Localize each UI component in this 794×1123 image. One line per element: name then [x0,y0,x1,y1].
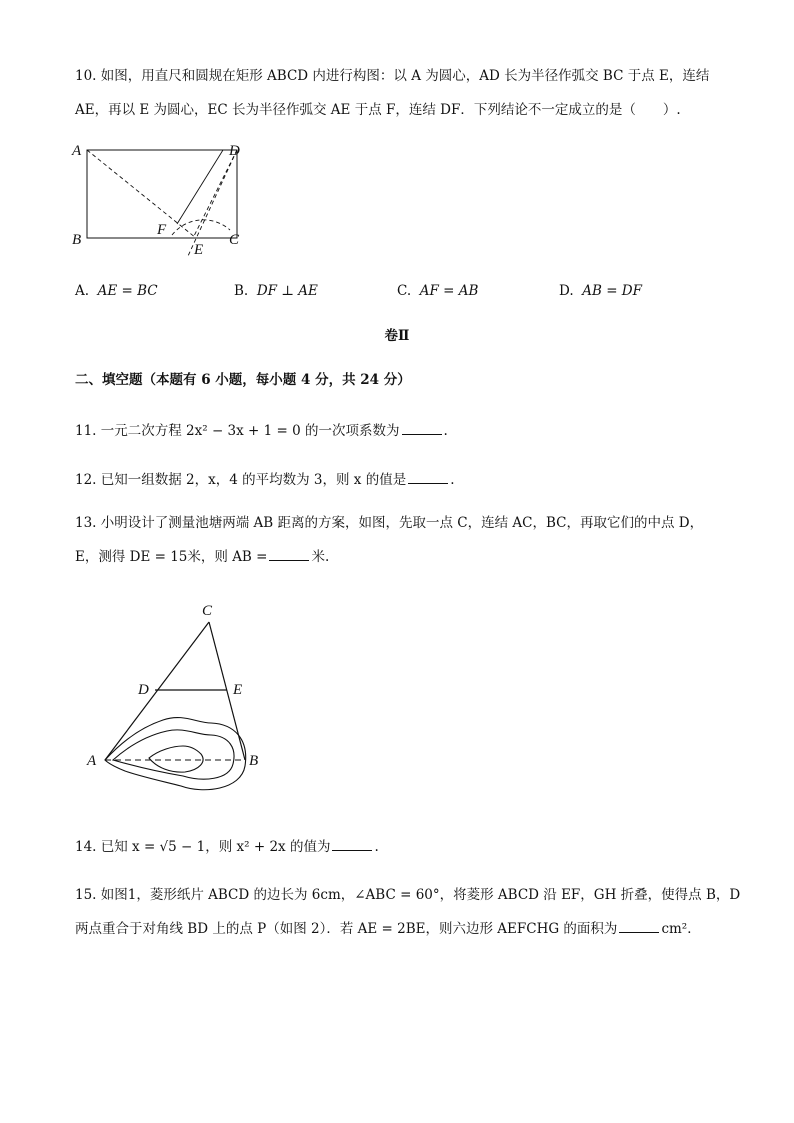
q13-text-line2: E，测得 DE = 15米，则 AB = 米. [75,546,329,567]
q10-label-d: D [229,143,240,159]
q10-option-d[interactable]: D. AB = DF [559,283,642,299]
q10-text-line1: 10. 如图，用直尺和圆规在矩形 ABCD 内进行构图：以 A 为圆心，AD 长为半径作弧交 BC 于点 E，连结 [75,68,710,84]
q10-label-f: F [157,222,167,238]
q10-label-a: A [72,143,82,159]
q10-option-c[interactable]: C. AF = AB [397,283,479,299]
q13-text-line1: 13. 小明设计了测量池塘两端 AB 距离的方案，如图，先取一点 C，连结 AC，BC，再取它们的中点 D， [75,515,704,531]
q13-pond-inner [149,746,203,772]
q12-text: 12. 已知一组数据 2，x，4 的平均数为 3，则 x 的值是 . [75,469,455,490]
q10-label-c: C [229,232,240,248]
q10-figure [70,138,260,258]
section-heading: 二、填空题（本题有 6 小题，每小题 4 分，共 24 分） [75,372,411,388]
q11-text: 11. 一元二次方程 2x² − 3x + 1 = 0 的一次项系数为 . [75,420,448,441]
q10-label-b: B [72,232,82,248]
section-title: 卷Ⅱ [384,328,410,344]
q13-label-c: C [202,603,213,619]
q13-label-b: B [249,753,259,769]
q13-pond-outer [105,718,246,790]
q13-figure [85,598,275,798]
q12-answer-blank[interactable] [408,469,448,484]
q10-text-line2: AE，再以 E 为圆心，EC 长为半径作弧交 AE 于点 F，连结 DF．下列结论不一定成立的是（ ）. [75,102,681,118]
q10-line-ae [87,150,196,238]
q14-answer-blank[interactable] [332,836,372,851]
q10-label-e: E [194,242,204,258]
q15-answer-blank[interactable] [619,918,659,933]
q15-text-line1: 15. 如图1，菱形纸片 ABCD 的边长为 6cm，∠ABC = 60°，将菱形 ABCD 沿 EF，GH 折叠，使得点 B，D [75,887,741,903]
q10-option-b[interactable]: B. DF ⊥ AE [234,283,318,299]
q13-label-e: E [233,682,243,698]
q10-line-df [177,150,223,224]
q10-option-a[interactable]: A. AE = BC [75,283,158,299]
q13-label-a: A [87,753,97,769]
q14-text: 14. 已知 x = √5 − 1，则 x² + 2x 的值为 . [75,836,379,857]
q13-label-d: D [138,682,149,698]
q15-text-line2: 两点重合于对角线 BD 上的点 P（如图 2）．若 AE = 2BE，则六边形 AEFCHG 的面积为 cm²． [75,918,701,939]
q11-answer-blank[interactable] [402,420,442,435]
q13-answer-blank[interactable] [269,546,309,561]
